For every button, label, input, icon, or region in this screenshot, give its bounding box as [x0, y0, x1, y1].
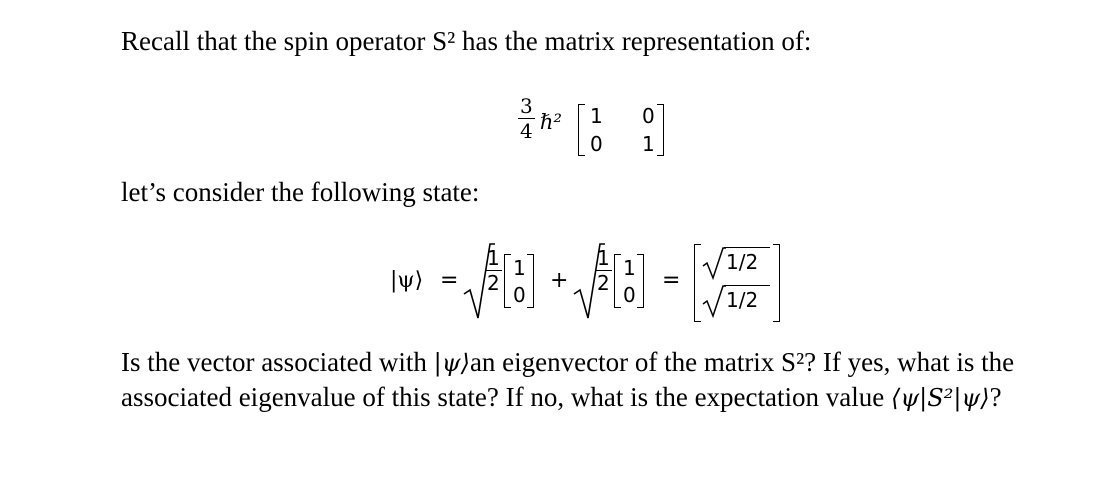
left-bracket	[578, 104, 585, 156]
sqrt-symbol-bottom	[702, 284, 726, 318]
coefficient-fraction	[518, 96, 535, 141]
sqrt-fraction-1	[485, 248, 502, 293]
coef-numerator: 3	[520, 94, 533, 118]
right-bracket	[637, 254, 644, 308]
hbar-squared: ℏ²	[540, 110, 562, 134]
right-bracket	[657, 104, 664, 156]
result-vector	[694, 244, 780, 322]
vector2-bottom: 0	[623, 283, 636, 307]
state-intro-text: let’s consider the following state:	[121, 177, 480, 207]
matrix-cell-21: 0	[590, 132, 603, 156]
question-text-2b: ?	[989, 382, 1002, 412]
matrix-cell-12: 0	[642, 104, 655, 128]
sqrt-bottom-bar	[724, 285, 770, 286]
matrix-cell-22: 1	[642, 132, 655, 156]
right-bracket	[527, 254, 534, 308]
question-line-2	[121, 382, 1002, 413]
frac2-den: 2	[597, 271, 610, 295]
sqrt-top-bar	[724, 247, 770, 248]
state-equation	[388, 238, 788, 328]
vector2-top: 1	[623, 256, 636, 280]
frac2-num: 1	[597, 246, 610, 270]
question-ket: |ψ⟩	[433, 349, 470, 377]
left-bracket	[694, 244, 701, 322]
result-bottom: 1/2	[726, 288, 759, 312]
question-text-2a: associated eigenvalue of this state? If no, what is the expectation value	[121, 382, 891, 412]
right-bracket	[773, 244, 780, 322]
intro-text: Recall that the spin operator S² has the matrix representation of:	[121, 26, 812, 56]
equals-2: =	[662, 268, 681, 293]
equals-1: =	[440, 268, 459, 293]
result-top: 1/2	[726, 250, 759, 274]
identity-matrix	[578, 104, 664, 156]
plus-sign: +	[550, 268, 569, 293]
sqrt-symbol-top	[702, 246, 726, 280]
left-bracket	[614, 254, 621, 308]
ket-psi: |ψ⟩	[390, 268, 424, 293]
expectation-value: ⟨ψ|S²|ψ⟩	[890, 384, 990, 412]
vector-2	[614, 254, 644, 308]
left-bracket	[504, 254, 511, 308]
sqrt-fraction-2	[595, 248, 612, 293]
frac1-den: 2	[487, 271, 500, 295]
vector1-top: 1	[513, 256, 526, 280]
question-line-1	[121, 347, 1014, 378]
question-text-1a: Is the vector associated with	[121, 347, 434, 377]
frac1-num: 1	[487, 246, 500, 270]
matrix-cell-11: 1	[590, 104, 603, 128]
coef-denominator: 4	[520, 119, 533, 143]
vector1-bottom: 0	[513, 283, 526, 307]
matrix-equation	[518, 94, 668, 160]
question-text-1b: an eigenvector of the matrix S²? If yes, what is the	[469, 347, 1015, 377]
vector-1	[504, 254, 534, 308]
